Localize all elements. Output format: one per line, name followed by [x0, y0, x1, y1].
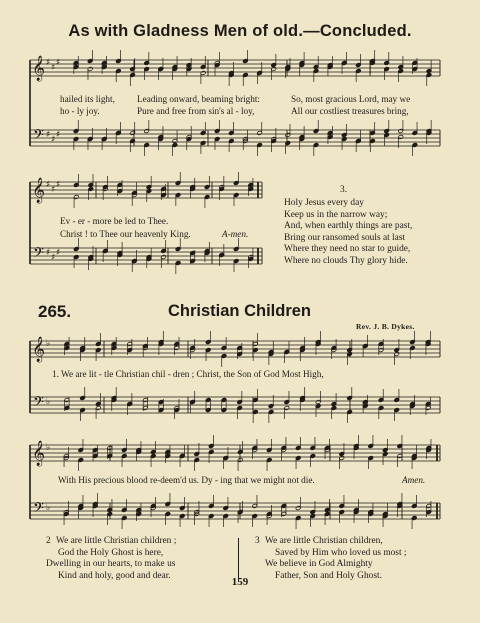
- verse-line: God the Holy Ghost is here,: [58, 547, 164, 558]
- svg-text:♯: ♯: [51, 185, 56, 195]
- svg-text:𝄞: 𝄞: [32, 441, 46, 466]
- verse-line: Keep us in the narrow way;: [284, 209, 388, 220]
- amen-label: A-men.: [222, 229, 249, 239]
- verse-number: 3: [255, 536, 260, 546]
- verse-line: Saved by Him who loved us most ;: [275, 547, 407, 558]
- composer-credit: Rev. J. B. Dykes.: [356, 322, 415, 331]
- svg-text:♭: ♭: [46, 443, 51, 453]
- verse-line: Father, Son and Holy Ghost.: [275, 570, 382, 581]
- lyric-line: hailed its light,: [60, 94, 115, 104]
- lyric-line: Ev - er - more be led to Thee.: [60, 216, 169, 226]
- hymn-title-concluded: As with Gladness Men of old.—Concluded.: [68, 22, 412, 40]
- verse-number: 3.: [340, 185, 348, 195]
- svg-text:♯: ♯: [46, 130, 51, 140]
- verse-line: Dwelling in our hearts, to make us: [46, 559, 176, 570]
- lyric-line: With His precious blood re-deem'd us. Dy - ing that we might not die.: [58, 475, 315, 485]
- verse-3-block: [284, 198, 412, 268]
- lyric-line: Christ ! to Thee our heavenly King.: [60, 229, 191, 239]
- svg-text:♭: ♭: [46, 503, 51, 513]
- verse-line: We are little Christian children ;: [56, 536, 177, 546]
- svg-text:♯: ♯: [56, 248, 61, 258]
- verse-number: 2: [46, 536, 51, 546]
- verse-line: And, when earthly things are past,: [284, 221, 413, 232]
- svg-text:♯: ♯: [46, 180, 51, 190]
- svg-text:𝄢: 𝄢: [33, 245, 44, 265]
- svg-text:♭: ♭: [46, 339, 51, 349]
- lyric-line: Leading onward, beaming bright:: [137, 94, 260, 104]
- svg-text:♯: ♯: [51, 63, 56, 73]
- verse-line: We are little Christian children,: [265, 536, 383, 546]
- svg-text:♯: ♯: [56, 130, 61, 140]
- svg-text:𝄢: 𝄢: [33, 127, 44, 147]
- lyric-line: All our costliest treasures bring,: [291, 106, 409, 116]
- svg-text:𝄢: 𝄢: [33, 394, 44, 414]
- lyric-line: Pure and free from sin's al - loy,: [137, 106, 255, 116]
- lyric-line: ho - ly joy.: [60, 106, 100, 116]
- svg-text:𝄞: 𝄞: [32, 56, 46, 81]
- amen-label: Amen.: [402, 475, 426, 485]
- svg-text:𝄞: 𝄞: [32, 178, 46, 203]
- verse-line: Where no clouds Thy glory hide.: [284, 255, 408, 266]
- verse-line: Where they need no star to guide,: [284, 244, 411, 255]
- svg-text:♯: ♯: [56, 180, 61, 190]
- lyric-line: So, most gracious Lord, may we: [291, 94, 411, 104]
- svg-text:♯: ♯: [51, 135, 56, 145]
- verse-line: We believe in God Almighty: [265, 559, 373, 570]
- svg-text:♯: ♯: [56, 58, 61, 68]
- verse-line: Holy Jesus every day: [284, 198, 364, 208]
- verse-line: Kind and holy, good and dear.: [58, 570, 171, 581]
- verse-line: Bring our ransomed souls at last: [284, 232, 406, 243]
- hymn-number: 265.: [38, 302, 72, 321]
- svg-text:𝄞: 𝄞: [32, 337, 46, 362]
- page-number: 159: [231, 576, 249, 588]
- svg-text:♯: ♯: [46, 58, 51, 68]
- svg-text:♭: ♭: [46, 397, 51, 407]
- svg-text:♯: ♯: [51, 253, 56, 263]
- svg-text:𝄢: 𝄢: [33, 500, 44, 520]
- lyric-line: 1. We are lit - tle Christian chil - dren ; Christ, the Son of God Most High,: [52, 369, 324, 379]
- svg-text:♯: ♯: [46, 248, 51, 258]
- hymn-title: Christian Children: [168, 302, 312, 320]
